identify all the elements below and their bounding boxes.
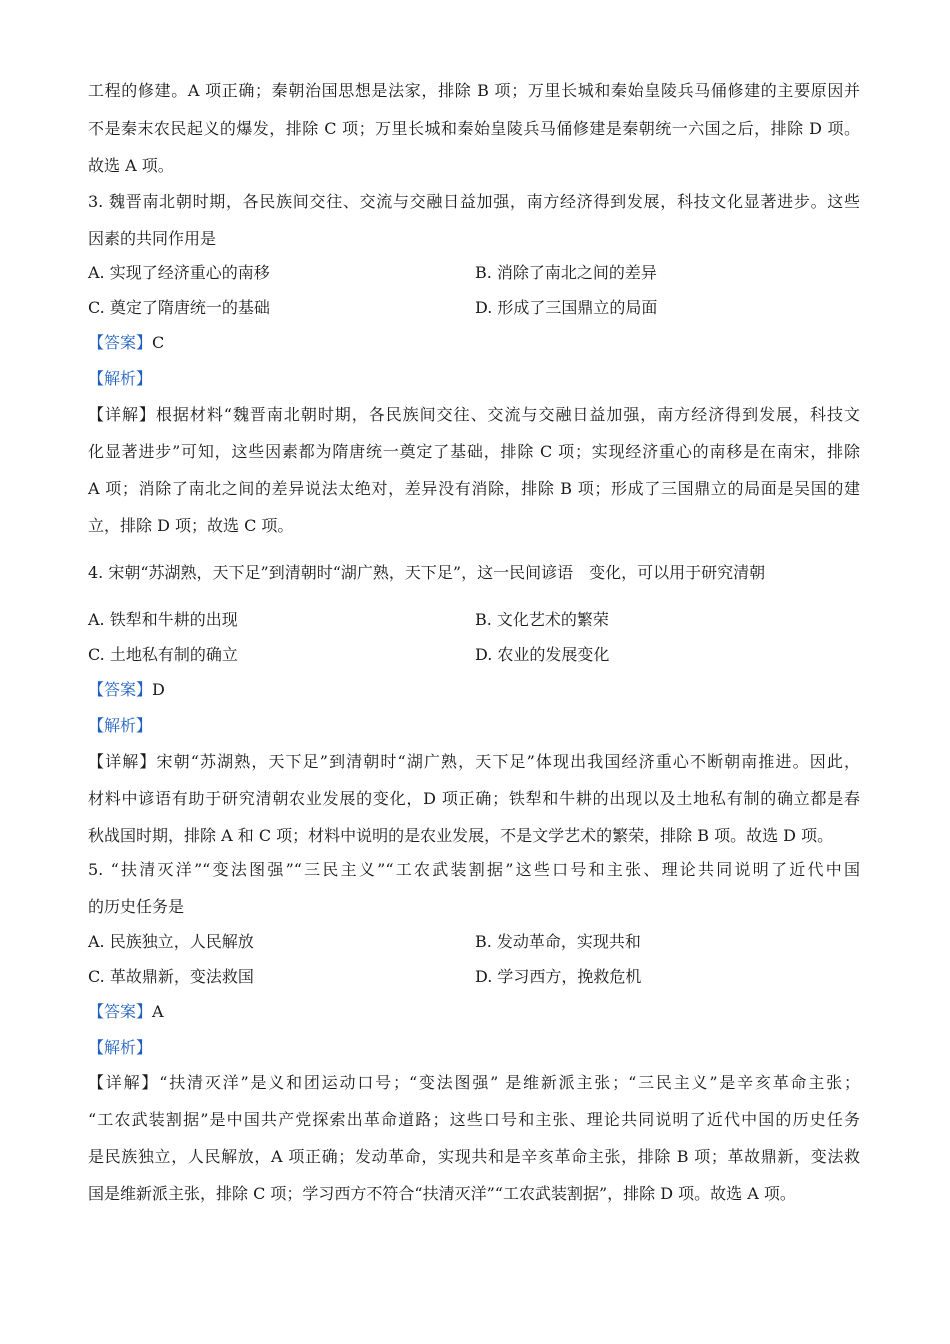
question-3-detail: A 项；消除了南北之间的差异说法太绝对，差异没有消除，排除 B 项；形成了三国鼎立的局面是吴国的建 — [88, 479, 860, 498]
question-3-stem: 3. 魏晋南北朝时期，各民族间交往、交流与交融日益加强，南方经济得到发展，科技文化显著进步。这些 — [88, 192, 860, 211]
question-5-option-d: D. 学习西方，挽救危机 — [475, 967, 642, 986]
question-3-detail: 化显著进步”可知，这些因素都为隋唐统一奠定了基础，排除 C 项；实现经济重心的南移是在南宋，排除 — [88, 442, 860, 461]
detail-text: 根据材料“魏晋南北朝时期，各民族间交往、交流与交融日益加强，南方经济得到发展，科技文 — [155, 405, 860, 424]
question-5-answer — [88, 1002, 164, 1022]
question-4-option-c: C. 土地私有制的确立 — [88, 645, 238, 664]
question-3-option-a: A. 实现了经济重心的南移 — [88, 263, 270, 282]
detail-label: 【详解】 — [88, 1073, 160, 1092]
question-3-option-d: D. 形成了三国鼎立的局面 — [475, 298, 658, 317]
question-5-option-c: C. 革故鼎新，变法救国 — [88, 967, 254, 986]
question-4-option-a: A. 铁犁和牛耕的出现 — [88, 610, 238, 629]
question-5-stem: 的历史任务是 — [88, 897, 185, 916]
question-5-detail: 是民族独立，人民解放，A 项正确；发动革命，实现共和是辛亥革命主张，排除 B 项；革故鼎新，变法救 — [88, 1147, 860, 1166]
answer-label: 【答案】 — [88, 1002, 153, 1021]
intro-line: 故选 A 项。 — [88, 156, 174, 175]
question-3-option-b: B. 消除了南北之间的差异 — [475, 263, 657, 282]
question-5-option-b: B. 发动革命，实现共和 — [475, 932, 641, 951]
answer-value: D — [152, 680, 165, 699]
question-3-option-c: C. 奠定了隋唐统一的基础 — [88, 298, 270, 317]
question-4-detail: 材料中谚语有助于研究清朝农业发展的变化，D 项正确；铁犁和牛耕的出现以及土地私有制的确立都是春 — [88, 789, 860, 808]
answer-value: C — [152, 333, 165, 352]
question-4-stem: 4. 宋朝“苏湖熟，天下足”到清朝时“湖广熟，天下足”，这一民间谚语 变化，可以用于研究清朝 — [88, 563, 766, 582]
question-5-detail: 国是维新派主张，排除 C 项；学习西方不符合“扶清灭洋”“工农武装割据”，排除 D 项。故选 A 项。 — [88, 1184, 796, 1203]
question-4-detail: 秋战国时期，排除 A 和 C 项；材料中说明的是农业发展，不是文学艺术的繁荣，排除 B 项。故选 D 项。 — [88, 826, 834, 845]
question-4-answer — [88, 680, 165, 700]
intro-line: 工程的修建。A 项正确；秦朝治国思想是法家，排除 B 项；万里长城和秦始皇陵兵马俑修建的主要原因并 — [88, 81, 860, 100]
question-5-analysis-label: 【解析】 — [88, 1038, 153, 1057]
question-3-analysis-label: 【解析】 — [88, 369, 153, 388]
answer-label: 【答案】 — [88, 680, 153, 699]
answer-label: 【答案】 — [88, 333, 153, 352]
question-3-detail: 立，排除 D 项；故选 C 项。 — [88, 516, 294, 535]
question-5-option-a: A. 民族独立，人民解放 — [88, 932, 254, 951]
intro-line: 不是秦末农民起义的爆发，排除 C 项；万里长城和秦始皇陵兵马俑修建是秦朝统一六国之后，排除 D 项。 — [88, 119, 860, 138]
answer-value: A — [152, 1002, 164, 1021]
question-4-option-d: D. 农业的发展变化 — [475, 645, 610, 664]
question-3-stem: 因素的共同作用是 — [88, 229, 217, 248]
question-5-detail — [88, 1073, 860, 1093]
detail-label: 【详解】 — [88, 405, 156, 424]
question-4-option-b: B. 文化艺术的繁荣 — [475, 610, 609, 629]
question-3-detail — [88, 405, 860, 425]
question-5-stem: 5. “扶清灭洋”“变法图强”“三民主义”“工农武装割据”这些口号和主张、理论共同说明了近代中国 — [88, 860, 860, 879]
detail-text: 宋朝“苏湖熟，天下足”到清朝时“湖广熟，天下足”体现出我国经济重心不断朝南推进。因此， — [156, 752, 860, 771]
detail-text: “扶清灭洋”是义和团运动口号；“变法图强” 是维新派主张；“三民主义”是辛亥革命主张； — [159, 1073, 860, 1092]
question-5-detail: “工农武装割据”是中国共产党探索出革命道路；这些口号和主张、理论共同说明了近代中国的历史任务 — [88, 1110, 860, 1129]
question-4-detail — [88, 752, 860, 772]
question-3-answer — [88, 333, 164, 353]
detail-label: 【详解】 — [88, 752, 157, 771]
question-4-analysis-label: 【解析】 — [88, 716, 153, 735]
